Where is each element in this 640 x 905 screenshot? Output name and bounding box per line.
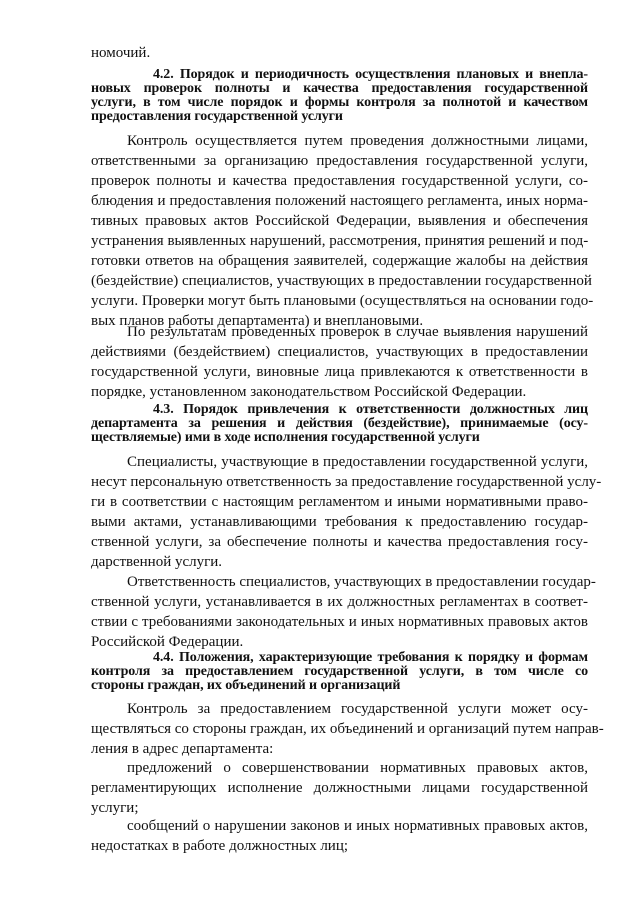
section-heading-4-2 xyxy=(91,68,588,124)
section-heading-4-4 xyxy=(91,651,588,693)
text-line: ления в адрес департамента: xyxy=(91,741,274,757)
paragraph xyxy=(91,452,602,572)
heading-line: контроля за предоставлением государственной услуги, в том числе со xyxy=(91,664,588,679)
text-line: недостатках в работе должностных лиц; xyxy=(91,838,349,854)
text-line: блюдения и предоставления положений настоящего регламента, иных норма- xyxy=(91,193,588,209)
text-line: ответственными за организацию предоставления государственной услуги, xyxy=(91,153,588,169)
text-line: тивных правовых актов Российской Федерации, выявления и обеспечения xyxy=(91,213,588,229)
list-item xyxy=(91,758,588,818)
text-line: Российской Федерации. xyxy=(91,634,244,650)
text-line: государственной услуги, виновные лица привлекаются к ответственности в xyxy=(91,364,588,380)
text-line: Контроль осуществляется путем проведения должностными лицами, xyxy=(127,133,588,149)
paragraph xyxy=(91,131,594,331)
section-heading-4-3 xyxy=(91,403,588,445)
text-line: несут персональную ответственность за предоставление государственной услу- xyxy=(91,474,602,490)
text-line: ги в соответствии с настоящим регламентом и иными нормативными право- xyxy=(91,494,588,510)
text-line: дарственной услуги. xyxy=(91,554,223,570)
text-line: ствии с требованиями законодательных и иных нормативных правовых актов xyxy=(91,614,588,630)
heading-line: предоставления государственной услуги xyxy=(91,109,343,124)
text-line: услуги. Проверки могут быть плановыми (осуществляться на основании годо- xyxy=(91,293,594,309)
text-line: номочий. xyxy=(91,45,151,61)
text-line: вых планов работы департамента) и внеплановыми. xyxy=(91,313,424,329)
text-line: По результатам проведенных проверок в случае выявления нарушений xyxy=(127,324,588,340)
text-line: услуги; xyxy=(91,800,139,816)
text-line: Специалисты, участвующие в предоставлении государственной услуги, xyxy=(127,454,588,470)
paragraph xyxy=(91,572,596,652)
text-line: ществляться со стороны граждан, их объединений и организаций путем направ- xyxy=(91,721,604,737)
text-line: действиями (бездействием) специалистов, участвующих в предоставлении xyxy=(91,344,588,360)
heading-line: стороны граждан, их объединений и организаций xyxy=(91,678,401,693)
text-line: выми актами, устанавливающими требования к предоставлению государ- xyxy=(91,514,588,530)
text-line: Ответственность специалистов, участвующих в предоставлении государ- xyxy=(127,574,596,590)
text-line: Контроль за предоставлением государственной услуги может осу- xyxy=(127,701,588,717)
text-line: (бездействие) специалистов, участвующих в предоставлении государственной xyxy=(91,273,592,289)
heading-line: новых проверок полноты и качества предоставления государственной xyxy=(91,81,588,96)
list-item xyxy=(91,816,588,856)
heading-line: 4.2. Порядок и периодичность осуществления плановых и внепла- xyxy=(153,67,588,82)
paragraph xyxy=(91,699,604,759)
text-line: ственной услуги, устанавливается в их должностных регламентах в соответ- xyxy=(91,594,588,610)
text-line: устранения выявленных нарушений, рассмотрения, принятия решений и под- xyxy=(91,233,589,249)
text-line: порядке, установленном законодательством Российской Федерации. xyxy=(91,384,527,400)
text-line: готовки ответов на обращения заявителей, содержащие жалобы на действия xyxy=(91,253,588,269)
text-line: ственной услуги, за обеспечение полноты и качества предоставления госу- xyxy=(91,534,588,550)
heading-line: 4.4. Положения, характеризующие требования к порядку и формам xyxy=(153,650,588,665)
paragraph xyxy=(91,322,588,402)
heading-line: 4.3. Порядок привлечения к ответственности должностных лиц xyxy=(153,402,588,417)
page-fragment xyxy=(91,43,588,63)
heading-line: департамента за решения и действия (бездействие), принимаемые (осу- xyxy=(91,416,588,431)
text-line: регламентирующих исполнение должностными лицами государственной xyxy=(91,780,588,796)
text-line: сообщений о нарушении законов и иных нормативных правовых актов, xyxy=(127,818,588,834)
text-line: предложений о совершенствовании нормативных правовых актов, xyxy=(127,760,588,776)
text-line: проверок полноты и качества предоставления государственной услуги, со- xyxy=(91,173,588,189)
heading-line: услуги, в том числе порядок и формы контроля за полнотой и качеством xyxy=(91,95,588,110)
heading-line: ществляемые) ими в ходе исполнения государственной услуги xyxy=(91,430,480,445)
